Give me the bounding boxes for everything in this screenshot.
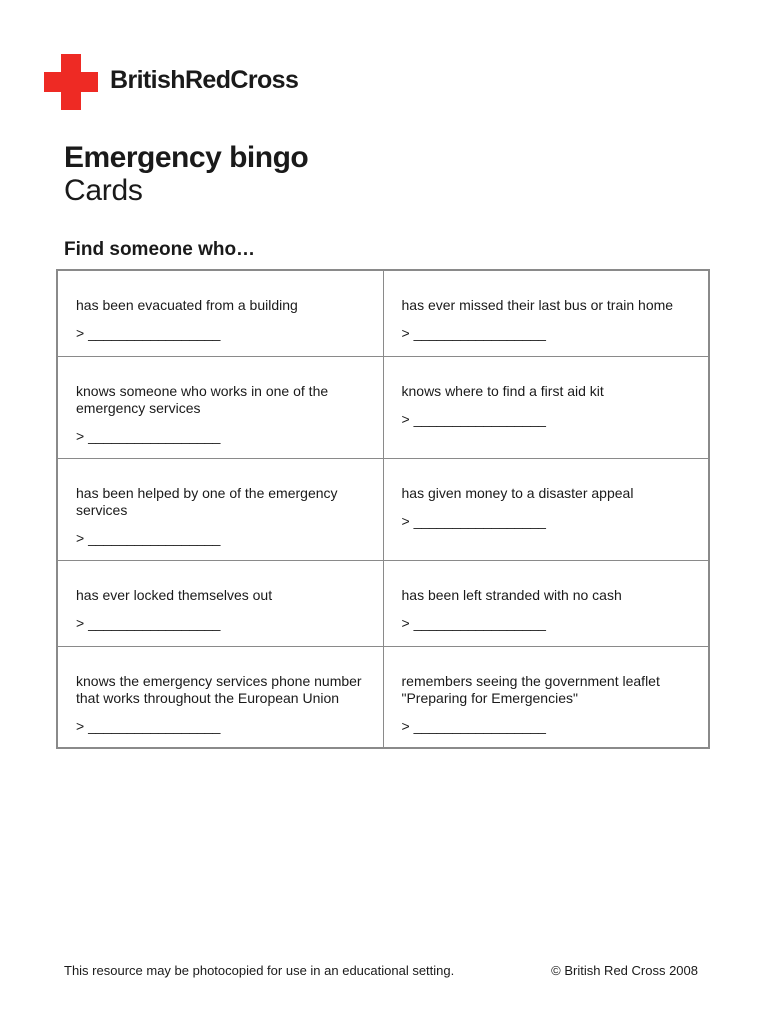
bingo-cell <box>383 646 709 748</box>
answer-line: > _________________ <box>76 614 221 631</box>
answer-line: > _________________ <box>76 427 221 444</box>
bingo-cell <box>57 646 383 748</box>
table-row <box>57 560 709 646</box>
cell-prompt: has been helped by one of the emergency services <box>76 484 338 518</box>
page-title: Emergency bingo <box>64 141 309 174</box>
cell-prompt: knows someone who works in one of the emergency services <box>76 382 329 416</box>
bingo-cell <box>383 270 709 356</box>
answer-line: > _________________ <box>401 325 546 341</box>
bingo-cell <box>383 560 709 646</box>
bingo-cell <box>57 356 383 458</box>
cell-prompt: remembers seeing the government leaflet "Preparing for Emergencies" <box>401 672 660 706</box>
answer-line: > _________________ <box>401 614 546 631</box>
cell-prompt: has ever missed their last bus or train home <box>401 297 674 313</box>
bingo-cell <box>57 270 383 356</box>
answer-line: > _________________ <box>401 512 546 529</box>
answer-line: > _________________ <box>76 325 221 341</box>
table-row <box>57 458 709 560</box>
british-red-cross-logo <box>44 54 344 110</box>
table-row <box>57 646 709 748</box>
cell-prompt: knows where to find a first aid kit <box>401 382 604 399</box>
bingo-cell <box>57 560 383 646</box>
answer-line: > _________________ <box>401 717 546 734</box>
cell-prompt: has been evacuated from a building <box>76 297 298 313</box>
bingo-cell <box>57 458 383 560</box>
answer-line: > _________________ <box>401 410 546 427</box>
table-row <box>57 356 709 458</box>
photocopy-notice: This resource may be photocopied for use in an educational setting. <box>64 963 455 978</box>
section-heading: Find someone who… <box>64 239 256 260</box>
bingo-grid <box>56 269 710 749</box>
cell-prompt: knows the emergency services phone number that works throughout the European Union <box>76 672 362 706</box>
answer-line: > _________________ <box>76 529 221 546</box>
red-cross-icon <box>44 54 98 110</box>
cell-prompt: has been left stranded with no cash <box>401 586 622 603</box>
answer-line: > _________________ <box>76 717 221 734</box>
cell-prompt: has ever locked themselves out <box>76 586 273 603</box>
copyright-notice: © British Red Cross 2008 <box>551 963 698 978</box>
cell-prompt: has given money to a disaster appeal <box>401 484 634 501</box>
bingo-cell <box>383 356 709 458</box>
bingo-cell <box>383 458 709 560</box>
brand-name: BritishRedCross <box>110 66 299 94</box>
table-row <box>57 270 709 356</box>
page-subtitle: Cards <box>64 174 143 207</box>
